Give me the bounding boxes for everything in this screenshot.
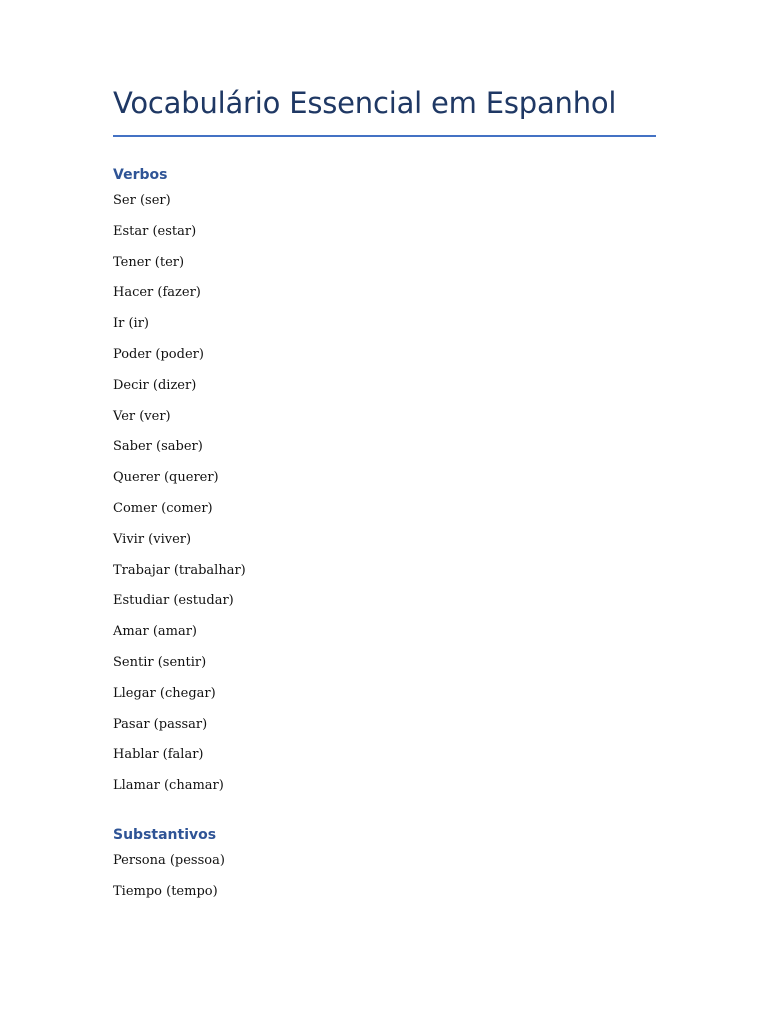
verbos-list	[113, 193, 246, 809]
list-item: Estudiar (estudar)	[113, 593, 234, 609]
section-heading-verbos: Verbos	[113, 167, 168, 183]
list-item: Sentir (sentir)	[113, 654, 207, 670]
list-item: Tener (ter)	[113, 254, 185, 270]
list-item: Hacer (fazer)	[113, 285, 201, 301]
list-item: Poder (poder)	[113, 346, 204, 362]
list-item: Hablar (falar)	[113, 747, 204, 763]
document-title: Vocabulário Essencial em Espanhol	[113, 86, 617, 120]
list-item: Ir (ir)	[113, 316, 149, 332]
section-heading-substantivos: Substantivos	[113, 827, 217, 843]
list-item: Ser (ser)	[113, 193, 171, 208]
list-item: Pasar (passar)	[113, 716, 208, 732]
list-item: Persona (pessoa)	[113, 853, 225, 868]
list-item: Ver (ver)	[113, 408, 171, 424]
title-underline	[113, 135, 656, 137]
list-item: Vivir (viver)	[113, 531, 192, 547]
list-item: Querer (querer)	[113, 470, 219, 486]
list-item: Llamar (chamar)	[113, 778, 224, 794]
list-item: Decir (dizer)	[113, 377, 197, 393]
list-item: Saber (saber)	[113, 439, 203, 455]
substantivos-list	[113, 853, 225, 915]
list-item: Amar (amar)	[113, 624, 197, 640]
list-item: Llegar (chegar)	[113, 685, 216, 701]
list-item: Estar (estar)	[113, 223, 197, 239]
list-item: Trabajar (trabalhar)	[113, 562, 246, 578]
list-item: Comer (comer)	[113, 500, 213, 516]
list-item: Tiempo (tempo)	[113, 883, 218, 899]
